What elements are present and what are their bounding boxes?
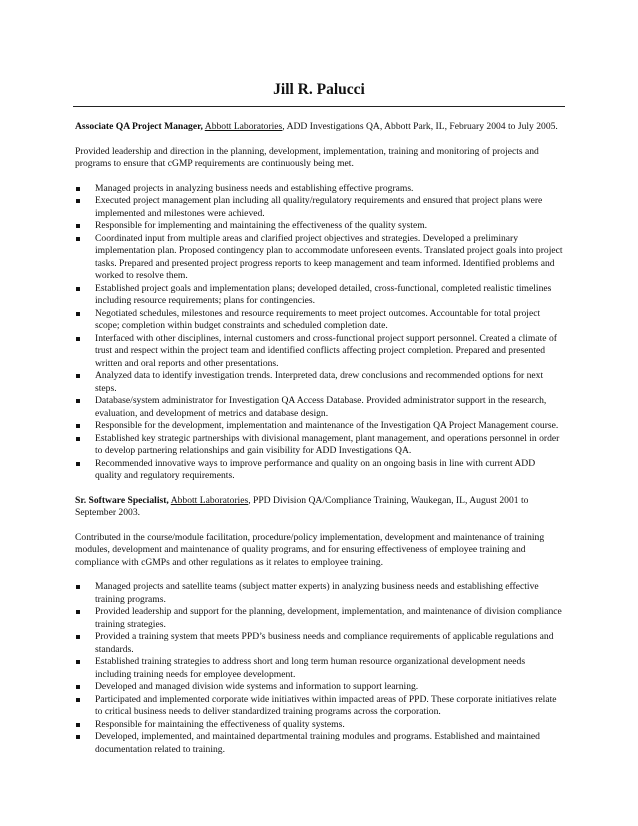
square-bullet-icon [76, 660, 80, 664]
list-item [75, 458, 563, 483]
header-divider [73, 106, 565, 107]
square-bullet-icon [76, 187, 80, 191]
list-item-text: Developed, implemented, and maintained departmental training modules and programs. Established and maintained documentation related to training. [95, 731, 540, 755]
list-item [75, 220, 563, 233]
square-bullet-icon [76, 337, 80, 341]
list-item-text: Database/system administrator for Investigation QA Access Database. Provided administrator support in the research, evaluation, and development of metrics and database design. [95, 395, 547, 419]
employer-name: Abbott Laboratories [204, 121, 283, 132]
square-bullet-icon [76, 585, 80, 589]
square-bullet-icon [76, 424, 80, 428]
list-item [75, 395, 563, 420]
list-item-text: Developed and managed division wide systems and information to support learning. [95, 681, 419, 692]
list-item-text: Established training strategies to address short and long term human resource organizational development needs including training needs for employee development. [95, 656, 526, 680]
list-item-text: Established project goals and implementation plans; developed detailed, cross-functional, completed realistic timelines including resource requirements; plans for contingencies. [95, 282, 552, 306]
list-item [75, 308, 563, 333]
job-header [75, 495, 563, 520]
job-details: , ADD Investigations QA, Abbott Park, IL, February 2004 to July 2005. [282, 121, 558, 132]
responsibility-list [75, 581, 563, 756]
job-title: Associate QA Project Manager, [75, 121, 203, 132]
square-bullet-icon [76, 437, 80, 441]
list-item [75, 283, 563, 308]
list-item [75, 581, 563, 606]
resume-page [75, 80, 563, 768]
list-item-text: Negotiated schedules, milestones and resource requirements to meet project outcomes. Accountable for total project scope; completion within budget constraints and scheduled completion date. [95, 307, 541, 331]
square-bullet-icon [76, 462, 80, 466]
job-summary: Provided leadership and direction in the planning, development, implementation, training and monitoring of projects and programs to ensure that cGMP requirements are continuously being met. [75, 145, 539, 169]
list-item-text: Provided a training system that meets PPD’s business needs and compliance requirements of applicable regulations and standards. [95, 631, 554, 655]
square-bullet-icon [76, 312, 80, 316]
list-item [75, 694, 563, 719]
square-bullet-icon [76, 635, 80, 639]
list-item [75, 233, 563, 283]
list-item-text: Established key strategic partnerships with divisional management, plant management, and operations personnel in order to develop partnering relationships and gain visibility for ADD Investigations QA. [95, 432, 560, 456]
list-item-text: Recommended innovative ways to improve performance and quality on an ongoing basis in line with current ADD quality and regulatory requirements. [95, 457, 536, 481]
square-bullet-icon [76, 610, 80, 614]
list-item [75, 731, 563, 756]
list-item [75, 183, 563, 196]
list-item [75, 420, 563, 433]
list-item [75, 333, 563, 371]
list-item [75, 656, 563, 681]
list-item-text: Responsible for implementing and maintaining the effectiveness of the quality system. [95, 220, 428, 231]
square-bullet-icon [76, 698, 80, 702]
list-item-text: Analyzed data to identify investigation trends. Interpreted data, drew conclusions and recommended options for next steps. [95, 370, 544, 394]
square-bullet-icon [76, 685, 80, 689]
list-item [75, 631, 563, 656]
candidate-name: Jill R. Palucci [273, 81, 365, 98]
square-bullet-icon [76, 199, 80, 203]
square-bullet-icon [76, 287, 80, 291]
list-item [75, 606, 563, 631]
list-item-text: Executed project management plan including all quality/regulatory requirements and ensured that project plans were implemented and milestones were achieved. [95, 195, 543, 219]
employer-name: Abbott Laboratories [170, 494, 249, 506]
square-bullet-icon [76, 723, 80, 727]
job-header [75, 121, 563, 134]
list-item [75, 433, 563, 458]
square-bullet-icon [76, 237, 80, 241]
list-item-text: Participated and implemented corporate wide initiatives within impacted areas of PPD. These corporate initiatives relate to critical business needs to deliver standardized training programs across the corporation. [95, 693, 557, 717]
responsibility-list [75, 183, 563, 483]
job-title: Sr. Software Specialist, [75, 494, 169, 506]
list-item-text: Managed projects in analyzing business needs and establishing effective programs. [95, 182, 414, 194]
list-item [75, 195, 563, 220]
list-item [75, 719, 563, 732]
square-bullet-icon [76, 735, 80, 739]
list-item-text: Coordinated input from multiple areas and clarified project objectives and strategies. Developed a preliminary implementation plan. Proposed contingency plan to accommodate unforeseen events. Translated project goals into project tasks. Prepared and presented project progress reports to keep management and team informed. Identified problems and worked to resolve them. [95, 232, 563, 281]
list-item-text: Responsible for the development, implementation and maintenance of the Investigation QA Project Management course. [95, 420, 559, 431]
square-bullet-icon [76, 224, 80, 228]
square-bullet-icon [76, 399, 80, 403]
experience-section [75, 121, 563, 756]
square-bullet-icon [76, 374, 80, 378]
list-item [75, 681, 563, 694]
list-item-text: Provided leadership and support for the planning, development, implementation, and maintenance of division compliance training strategies. [95, 606, 562, 630]
list-item [75, 370, 563, 395]
job-details: , PPD Division QA/Compliance Training, Waukegan, IL, August 2001 to September 2003. [75, 494, 529, 518]
list-item-text: Responsible for maintaining the effectiveness of quality systems. [95, 718, 345, 730]
list-item-text: Managed projects and satellite teams (subject matter experts) in analyzing business needs and establishing effective training programs. [95, 581, 539, 605]
list-item-text: Interfaced with other disciplines, internal customers and cross-functional project support personnel. Created a climate of trust and respect within the project team and identified conflicts affecting project completion. Prepared and presented written and oral reports and other presentations. [95, 332, 557, 369]
job-summary: Contributed in the course/module facilitation, procedure/policy implementation, development and maintenance of training modules, development and maintenance of quality programs, and for ensuring effectiveness of employee training and compliance with cGMPs and other regulations as it relates to employee training. [75, 531, 545, 568]
